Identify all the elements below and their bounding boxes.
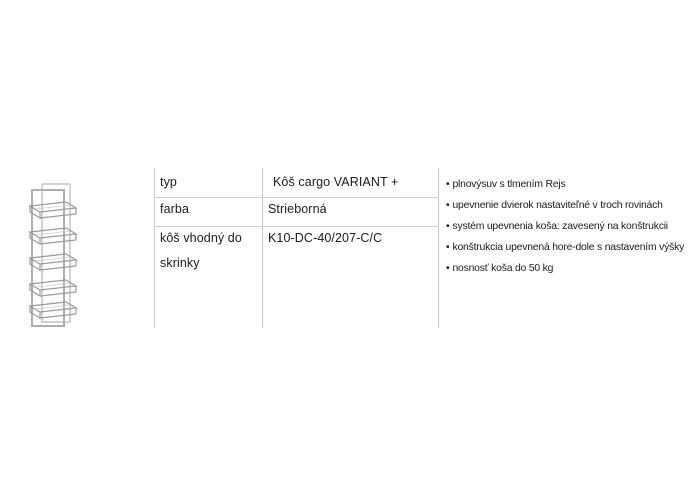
spec-label-color: farba [160, 202, 189, 216]
row-divider [155, 197, 438, 198]
feature-item: • upevnenie dvierok nastaviteľné v troch rovinách [446, 195, 684, 216]
feature-item: • konštrukcia upevnená hore-dole s nastavením výšky [446, 237, 684, 258]
cargo-basket-image [20, 182, 86, 330]
cargo-basket-icon [20, 182, 86, 330]
feature-item: • nosnosť koša do 50 kg [446, 258, 684, 279]
row-divider [155, 226, 438, 227]
spec-label-cabinet-cont: skrinky [160, 256, 200, 270]
spec-value-type: Kôš cargo VARIANT + [273, 175, 399, 189]
feature-item: • systém upevnenia koša: zavesený na konštrukcii [446, 216, 684, 237]
table-divider [262, 168, 263, 328]
feature-item: • plnovýsuv s tlmením Rejs [446, 174, 684, 195]
spec-label-type: typ [160, 175, 177, 189]
spec-value-cabinet: K10-DC-40/207-C/C [268, 231, 383, 245]
table-divider [154, 168, 155, 328]
feature-list [446, 174, 684, 279]
spec-label-cabinet: kôš vhodný do [160, 231, 242, 245]
table-divider [438, 168, 439, 328]
spec-value-color: Strieborná [268, 202, 327, 216]
